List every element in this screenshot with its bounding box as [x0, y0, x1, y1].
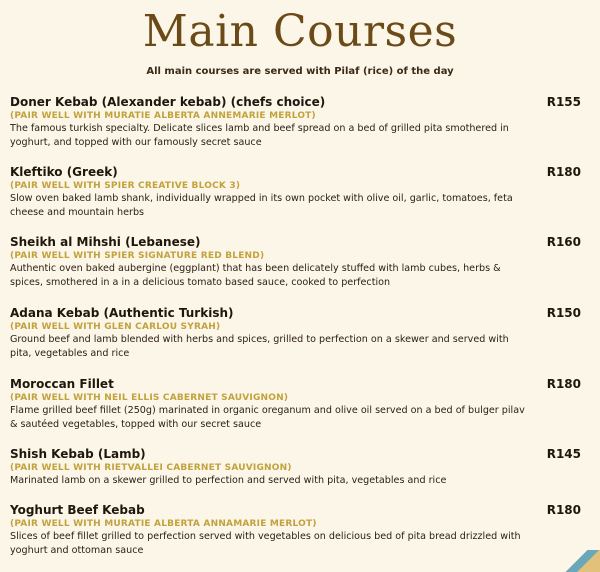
item-name: Doner Kebab (Alexander kebab) (chefs choice): [10, 95, 326, 109]
menu-item: [10, 446, 585, 488]
item-pairing: (PAIR WELL WITH SPIER CREATIVE BLOCK 3): [10, 181, 241, 191]
page-subtitle: All main courses are served with Pilaf (rice) of the day: [146, 66, 454, 77]
item-name: Sheikh al Mihshi (Lebanese): [10, 235, 201, 249]
item-name: Yoghurt Beef Kebab: [10, 503, 145, 517]
item-price: R145: [546, 447, 581, 461]
item-description: Authentic oven baked aubergine (eggplant) that has been delicately stuffed with lamb cubes, herbs & spices, smothered in a in a delicious tomato based sauce, cooked to perfection: [10, 263, 501, 288]
item-pairing: (PAIR WELL WITH MURATIE ALBERTA ANNEMARIE MERLOT): [10, 111, 316, 121]
item-description: The famous turkish specialty. Delicate slices lamb and beef spread on a bed of grilled pita smothered in yoghurt, and topped with our famously secret sauce: [10, 123, 509, 148]
item-name: Shish Kebab (Lamb): [10, 447, 146, 461]
item-price: R180: [546, 377, 581, 391]
menu-item: [10, 305, 585, 361]
item-description: Flame grilled beef fillet (250g) marinated in organic oreganum and olive oil served on a bed of bulger pilav & sautéed vegetables, topped with our secret sauce: [10, 405, 525, 430]
item-pairing: (PAIR WELL WITH NEIL ELLIS CABERNET SAUVIGNON): [10, 393, 289, 403]
item-price: R180: [546, 165, 581, 179]
item-price: R180: [546, 503, 581, 517]
menu-item: [10, 234, 585, 290]
item-description: Marinated lamb on a skewer grilled to perfection and served with pita, vegetables and rice: [10, 475, 447, 486]
menu-item: [10, 164, 585, 220]
page-title: Main Courses: [142, 6, 458, 57]
item-price: R155: [546, 95, 581, 109]
item-pairing: (PAIR WELL WITH GLEN CARLOU SYRAH): [10, 322, 221, 332]
item-pairing: (PAIR WELL WITH MURATIE ALBERTA ANNAMARIE MERLOT): [10, 519, 317, 529]
item-description: Slices of beef fillet grilled to perfection served with vegetables on delicious bed of pita bread drizzled with yoghurt and ottoman sauce: [10, 531, 521, 556]
item-price: R150: [546, 306, 581, 320]
item-pairing: (PAIR WELL WITH SPIER SIGNATURE RED BLEND): [10, 251, 265, 261]
menu-item: [10, 376, 585, 432]
corner-ornament: [564, 550, 600, 572]
item-price: R160: [546, 235, 581, 249]
item-description: Ground beef and lamb blended with herbs and spices, grilled to perfection on a skewer and served with pita, vegetables and rice: [10, 334, 509, 359]
item-description: Slow oven baked lamb shank, individually wrapped in its own pocket with olive oil, garlic, tomatoes, feta cheese and mountain herbs: [10, 193, 513, 218]
item-name: Adana Kebab (Authentic Turkish): [10, 306, 234, 320]
item-pairing: (PAIR WELL WITH RIETVALLEI CABERNET SAUVIGNON): [10, 463, 292, 473]
item-name: Moroccan Fillet: [10, 377, 114, 391]
menu-item: [10, 94, 585, 150]
item-name: Kleftiko (Greek): [10, 165, 118, 179]
menu-item: [10, 502, 585, 558]
